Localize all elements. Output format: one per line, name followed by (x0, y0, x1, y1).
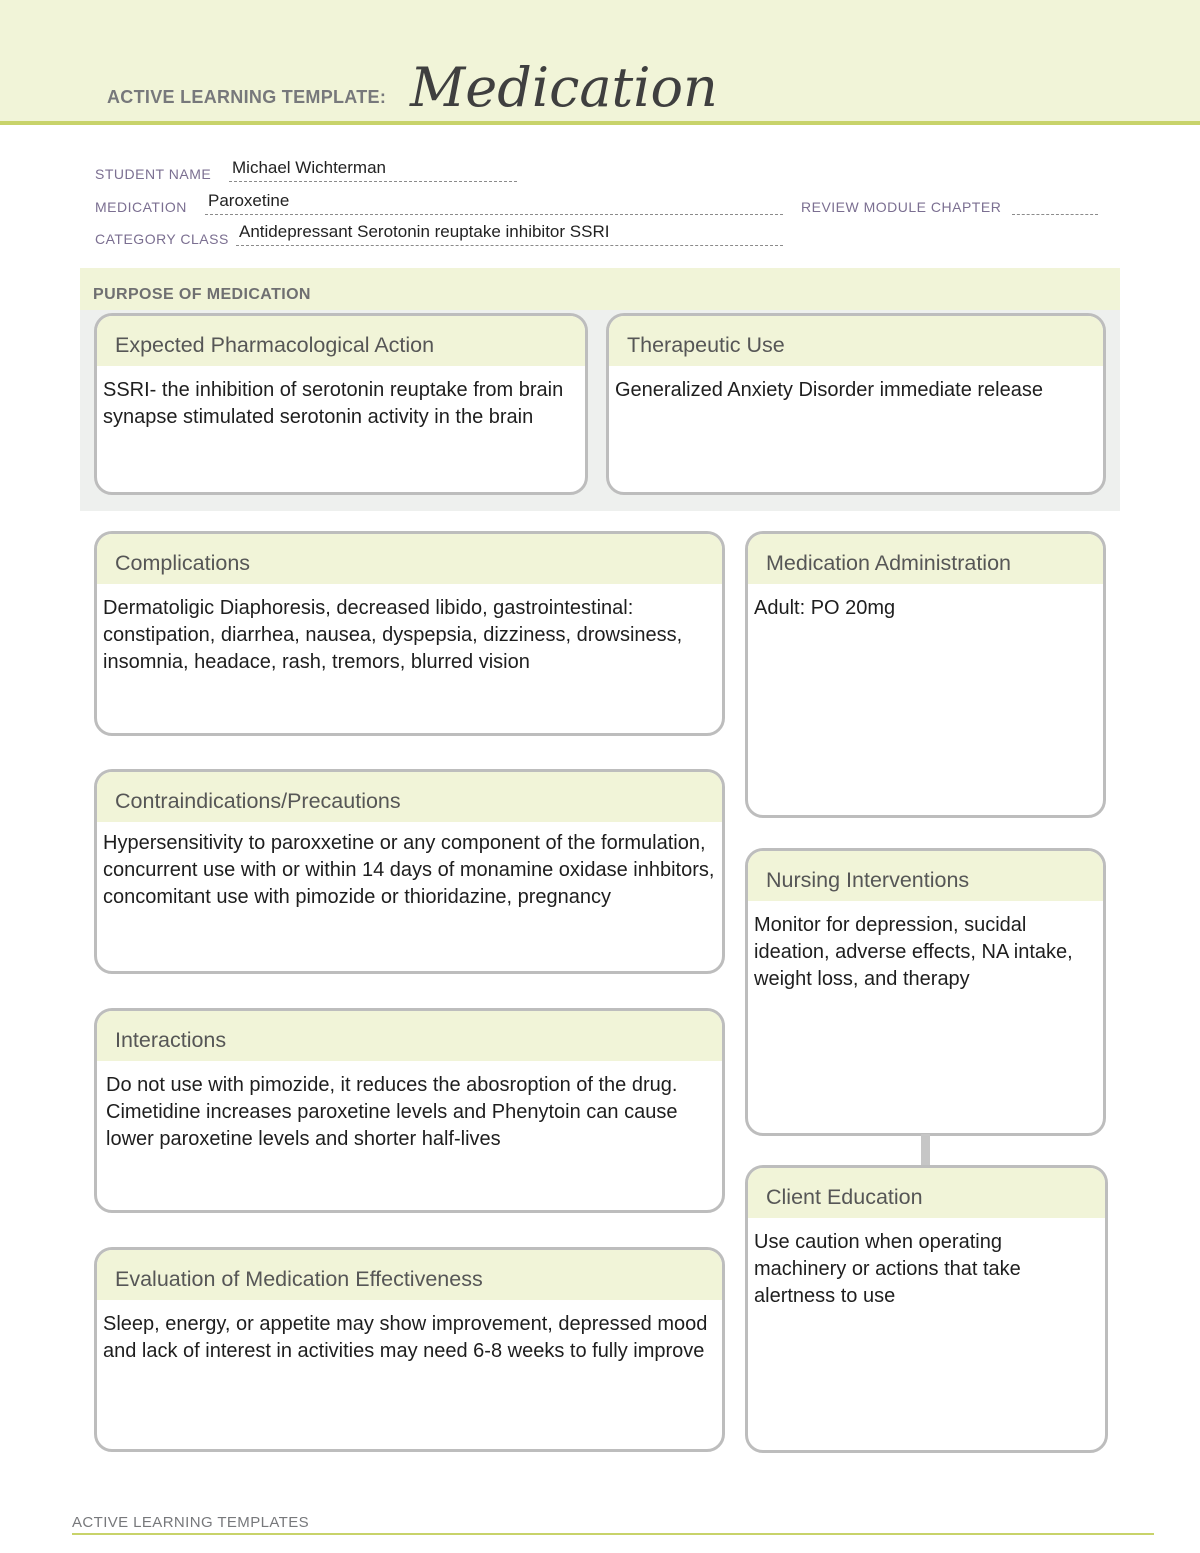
complications-box (94, 531, 725, 736)
complications-body[interactable]: Dermatoligic Diaphoresis, decreased libido, gastrointestinal: constipation, diarrhea, nausea, dyspepsia, dizziness, drowsiness, insomnia, headace, rash, tremors, blurred vision (103, 597, 683, 673)
therapeutic-use-box (606, 313, 1106, 495)
footer-label: ACTIVE LEARNING TEMPLATES (72, 1514, 309, 1531)
administration-heading: Medication Administration (748, 534, 1103, 584)
medication-value[interactable]: Paroxetine (208, 191, 290, 210)
education-body[interactable]: Use caution when operating machinery or actions that take alertness to use (754, 1231, 1021, 1307)
education-heading: Client Education (748, 1168, 1105, 1218)
header-rule (0, 121, 1200, 125)
evaluation-box (94, 1247, 725, 1452)
category-class-label: CATEGORY CLASS (95, 231, 229, 247)
evaluation-body[interactable]: Sleep, energy, or appetite may show improvement, depressed mood and lack of interest in activities may need 6-8 weeks to fully improve (103, 1313, 708, 1362)
administration-body[interactable]: Adult: PO 20mg (754, 597, 896, 619)
education-box (745, 1165, 1108, 1453)
category-class-line (236, 245, 783, 246)
nursing-box (745, 848, 1106, 1136)
administration-box (745, 531, 1106, 818)
nursing-heading: Nursing Interventions (748, 851, 1103, 901)
interactions-body[interactable]: Do not use with pimozide, it reduces the abosroption of the drug. Cimetidine increases paroxetine levels and Phenytoin can cause lower paroxetine levels and shorter half-lives (106, 1074, 678, 1150)
therapeutic-use-heading: Therapeutic Use (609, 316, 1103, 366)
review-module-line (1012, 214, 1098, 215)
contraindications-box (94, 769, 725, 974)
student-name-label: STUDENT NAME (95, 166, 212, 182)
expected-action-box (94, 313, 588, 495)
template-label: ACTIVE LEARNING TEMPLATE: (107, 87, 387, 107)
interactions-box (94, 1008, 725, 1213)
student-name-line (229, 181, 517, 182)
expected-action-heading: Expected Pharmacological Action (97, 316, 585, 366)
purpose-title: PURPOSE OF MEDICATION (93, 286, 311, 303)
medication-line (205, 214, 783, 215)
template-title: Medication (410, 56, 718, 119)
contraindications-body[interactable]: Hypersensitivity to paroxxetine or any component of the formulation, concurrent use with or within 14 days of monamine oxidase inhbitors, concomitant use with pimozide or thioridazine, pregnancy (103, 832, 715, 908)
medication-label: MEDICATION (95, 199, 187, 215)
interactions-heading: Interactions (97, 1011, 722, 1061)
student-name-value[interactable]: Michael Wichterman (232, 158, 386, 177)
complications-heading: Complications (97, 534, 722, 584)
category-class-value[interactable]: Antidepressant Serotonin reuptake inhibitor SSRI (239, 222, 610, 241)
nursing-body[interactable]: Monitor for depression, sucidal ideation, adverse effects, NA intake, weight loss, and therapy (754, 914, 1073, 990)
expected-action-body[interactable]: SSRI- the inhibition of serotonin reuptake from brain synapse stimulated serotonin activity in the brain (103, 379, 564, 428)
evaluation-heading: Evaluation of Medication Effectiveness (97, 1250, 722, 1300)
box-connector (921, 1134, 930, 1166)
contraindications-heading: Contraindications/Precautions (97, 772, 722, 822)
therapeutic-use-body[interactable]: Generalized Anxiety Disorder immediate release (615, 379, 1043, 401)
review-module-label: REVIEW MODULE CHAPTER (801, 199, 1002, 215)
footer-rule (72, 1533, 1154, 1535)
